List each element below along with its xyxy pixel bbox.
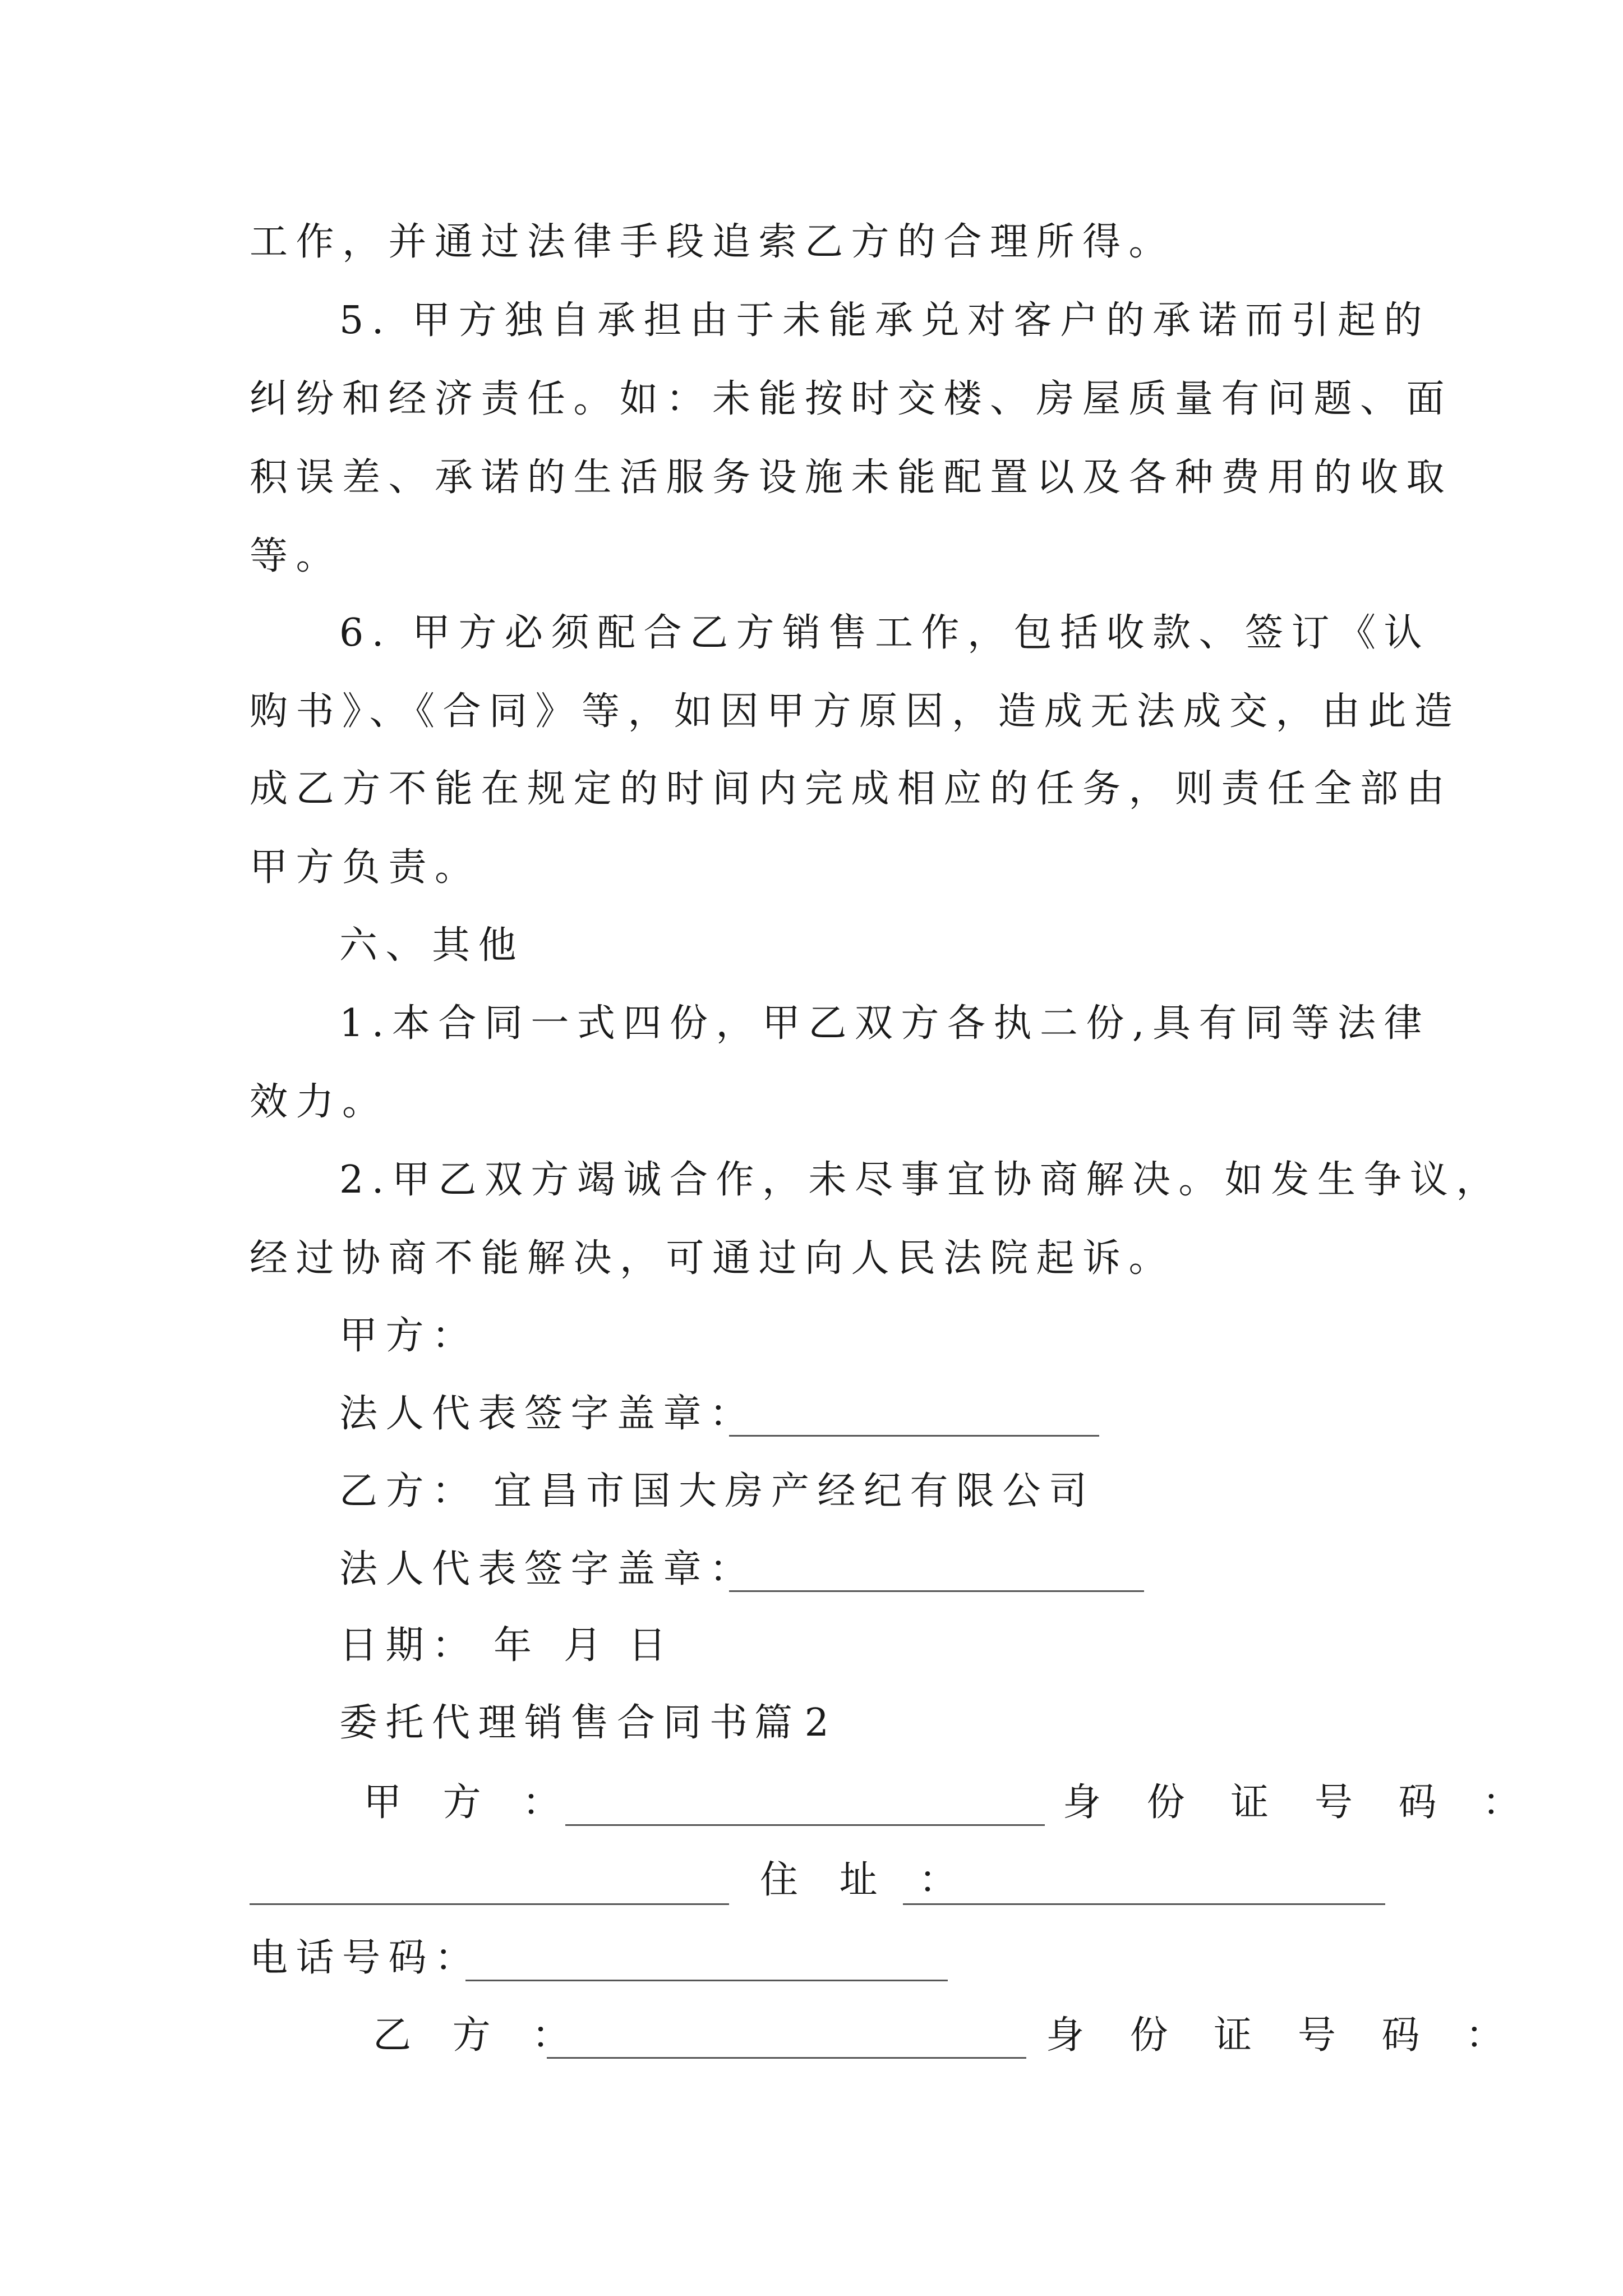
paragraph-line: 购书》、《合同》等，如因甲方原因，造成无法成交，由此造	[250, 689, 1461, 734]
phone-label: 电话号码：	[250, 1936, 481, 1980]
paragraph-line: 甲方负责。	[250, 845, 481, 890]
paragraph-line: 2.甲乙双方竭诚合作，未尽事宜协商解决。如发生争议，	[339, 1158, 1502, 1202]
id-number-blank	[250, 1903, 729, 1905]
paragraph-line: 5. 甲方独自承担由于未能承兑对客户的承诺而引起的	[339, 298, 1430, 343]
phone-blank	[465, 1980, 948, 1981]
legal-rep-label: 法人代表签字盖章：	[339, 1547, 756, 1591]
paragraph-line: 6. 甲方必须配合乙方销售工作，包括收款、签订《认	[339, 611, 1430, 655]
party-a-name-blank	[565, 1824, 1045, 1826]
id-number-label: 身 份 证 号 码 ：	[1063, 1780, 1538, 1825]
party-b-name: 宜昌市国大房产经纪有限公司	[494, 1469, 1095, 1513]
id-number-label: 身 份 证 号 码 ：	[1046, 2013, 1521, 2058]
paragraph-line: 成乙方不能在规定的时间内完成相应的任务，则责任全部由	[250, 767, 1453, 811]
legal-rep-signature-row	[339, 1392, 756, 1436]
address-label: 住 址 ：	[760, 1858, 972, 1902]
date-label: 日期：	[339, 1623, 478, 1668]
paragraph-line: 积误差、承诺的生活服务设施未能配置以及各种费用的收取	[250, 455, 1453, 500]
paragraph-line: 1.本合同一式四份，甲乙双方各执二份,具有同等法律	[339, 1001, 1430, 1046]
section-part: 篇 2	[754, 1701, 829, 1745]
date-year: 年	[494, 1623, 532, 1668]
party-b-label: 乙 方 ：	[373, 2013, 585, 2058]
party-b-name-blank	[547, 2057, 1026, 2059]
legal-rep-signature-row	[339, 1547, 756, 1591]
party-b-label: 乙方：	[339, 1469, 478, 1513]
signature-blank	[729, 1435, 1099, 1437]
paragraph-line: 纠纷和经济责任。如：未能按时交楼、房屋质量有问题、面	[250, 377, 1453, 421]
section-title: 委托代理销售合同书	[339, 1701, 756, 1745]
signature-blank	[729, 1590, 1144, 1592]
paragraph-line: 工作，并通过法律手段追索乙方的合理所得。	[250, 220, 1175, 264]
party-b-row	[339, 1469, 478, 1513]
party-a-label: 甲 方 ：	[363, 1780, 575, 1825]
legal-rep-label: 法人代表签字盖章：	[339, 1392, 756, 1436]
section-heading: 六、其他	[339, 923, 525, 968]
date-month: 月	[564, 1623, 602, 1668]
address-blank	[903, 1903, 1385, 1905]
paragraph-line: 效力。	[250, 1080, 389, 1124]
paragraph-line: 等。	[250, 534, 343, 578]
date-day: 日	[628, 1623, 667, 1668]
paragraph-line: 经过协商不能解决，可通过向人民法院起诉。	[250, 1236, 1175, 1281]
party-a-label: 甲方：	[339, 1314, 478, 1358]
